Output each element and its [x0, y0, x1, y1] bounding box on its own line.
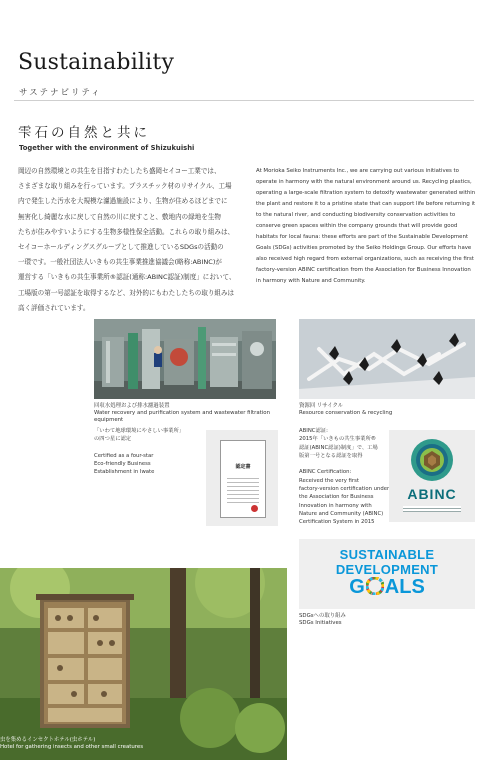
water-treatment-caption: 回収水処理および排水濾過装置 Water recovery and purification system and wastewater filtration equipment	[94, 403, 270, 424]
abinc-logo-fineprint	[403, 506, 461, 512]
sdgs-logo-line2: DEVELOPMENT	[335, 562, 439, 577]
abinc-certification-text: ABINC認証: 2015年「いきもの共生事業所® 認証(ABINC認証)制度」で、工場 版第一号となる認証を取得 ABINC Certification: Received the very first factory-version certification under the Association for Business Innovation in harmony with Nature and Community (ABINC) Certification System in 2015	[299, 428, 390, 526]
sdgs-logo-als: ALS	[384, 576, 425, 598]
sdgs-logo	[299, 539, 475, 609]
water-treatment-photo	[94, 319, 276, 399]
sdgs-wheel-icon	[366, 577, 384, 595]
recycling-caption: 資源回 リサイクル Resource conservation & recycling	[299, 403, 393, 417]
certificate-title: 認定書	[235, 464, 251, 470]
page-subtitle: サステナビリティ	[19, 88, 102, 98]
section-title: 雫石の自然と共に	[18, 125, 150, 141]
insect-hotel-caption: 虫を集めるインセクトホテル(虫ホテル) Hotel for gathering insects and other small creatures	[0, 737, 144, 751]
certificate-lines	[227, 475, 259, 503]
body-text-en: At Morioka Seiko Instruments Inc., we are carrying out various initiatives to operate in harmony with the natural environment around us. Recycling plastics, operating a large-scale filtration system to detoxify wastewater generated within the plant and restore it to a pristine state that can support life before returning it to the natural river, and conducting biodiversity conservation activities to conserve green spaces within the company grounds that will provide good habitats for local fauna: these efforts are part of the Sustainable Development Goals (SDGs) activities promoted by the Seiko Holdings Group. Our efforts have also received high regard from external organizations, such as receiving the first factory-version ABINC certification from the Association for Business Innovation in harmony with Nature and Community.	[256, 168, 476, 285]
eco-certification-text: 「いわて地球環境にやさしい事業所」 の四つ星に認定 Certified as a four-star Eco-friendly Business Establishment in Iwate	[94, 428, 185, 476]
insect-hotel-photo	[0, 568, 287, 760]
body-text-jp: 岡辺の自然環境との共生を目指すわたしたち盛岡セイコー工業では、 さまざまな取り組みを行っています。プラスチック材のリサイクル、工場 内で発生した汚水を大規模な濾過施設により、生物が住めるほどまでに 無害化し綺麗な水に戻して自然の川に戻すこと、敷地内の緑地を生物 たちが住みやすいようにする生物多様性保全活動。これらの取り組みは、 セイコーホールディングスグループとして推進しているSDGsの活動の 一環です。一般社団法人いきもの共生事業推進協議会(略称:ABINC)が 運営する「いきもの共生事業所®認証(通称:ABINC認証)制度」において、 工場版の第一号認証を取得するなど、対外的にもわたしたちの取り組みは 高く評価されています。	[18, 167, 236, 312]
recycling-photo	[299, 319, 475, 399]
abinc-logo-icon	[410, 438, 454, 482]
sdgs-logo-line1: SUSTAINABLE	[339, 547, 435, 562]
certificate-document	[220, 440, 266, 518]
sdgs-logo-line3	[299, 575, 475, 599]
page-title: Sustainability	[18, 50, 175, 75]
eco-certificate-panel	[206, 430, 278, 526]
sdgs-caption: SDGsへの取り組み SDGs Initiatives	[299, 613, 346, 627]
certificate-seal	[251, 505, 258, 512]
section-subtitle: Together with the environment of Shizukuishi	[19, 144, 195, 152]
divider	[14, 100, 474, 101]
sdgs-logo-g: G	[349, 576, 365, 598]
abinc-logo-text: ABINC	[407, 486, 457, 502]
insect-hotel-structure	[36, 594, 134, 728]
abinc-logo-panel	[389, 430, 475, 522]
